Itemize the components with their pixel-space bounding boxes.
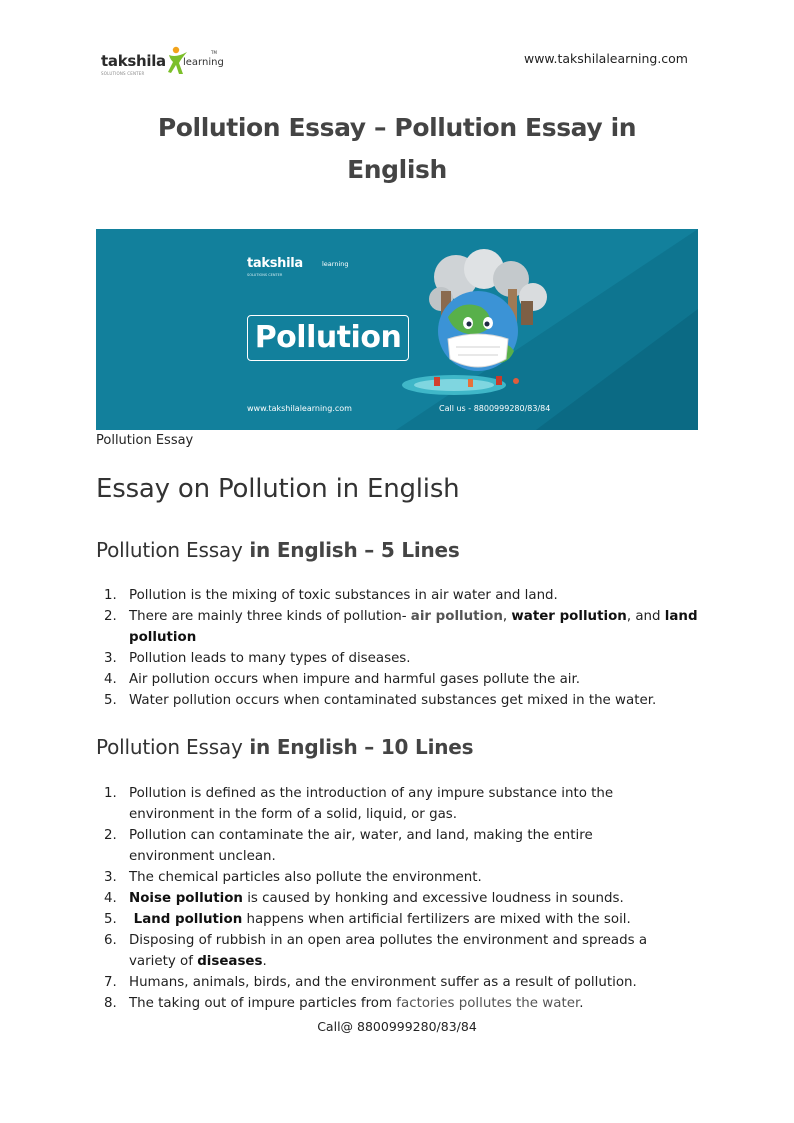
water-pollution-bold: water pollution (511, 609, 627, 624)
list-number: 6. (104, 933, 117, 948)
list-item (96, 993, 700, 1014)
list-text: Disposing of rubbish in an open area pollutes the environment and spreads a (129, 933, 648, 948)
list-text: Pollution is the mixing of toxic substances in air water and land. (129, 588, 558, 603)
list-number: 8. (104, 996, 117, 1011)
list-number: 2. (104, 828, 117, 843)
logo-text: takshila (101, 52, 166, 70)
list-text: The taking out of impure particles from (129, 996, 397, 1011)
banner-title-box (247, 315, 409, 361)
list-number: 3. (104, 651, 117, 666)
title-line-2: English (347, 155, 447, 184)
list-text: Water pollution occurs when contaminated substances get mixed in the water. (129, 693, 657, 708)
list-item (96, 648, 700, 669)
list-item (96, 888, 700, 909)
list-text: Humans, animals, birds, and the environment suffer as a result of pollution. (129, 975, 637, 990)
banner-call: Call us - 8800999280/83/84 (439, 404, 551, 413)
list-item (96, 867, 700, 888)
banner-logo-tagline: SOLUTIONS CENTER (247, 273, 283, 277)
list-number: 1. (104, 786, 117, 801)
page-title (120, 107, 674, 191)
list-text: . (262, 954, 267, 969)
list-item (96, 690, 700, 711)
list-item (96, 972, 700, 993)
list-number: 2. (104, 609, 117, 624)
logo-learning-text: learning (183, 57, 224, 68)
air-pollution-link[interactable]: air pollution (410, 609, 503, 624)
list-item (96, 930, 700, 972)
title-line-1: Pollution Essay – Pollution Essay in (157, 113, 637, 142)
noise-pollution-bold: Noise pollution (129, 891, 243, 906)
list-number: 5. (104, 693, 117, 708)
site-url[interactable]: www.takshilalearning.com (523, 51, 688, 66)
banner-logo-text: takshila (247, 256, 303, 271)
list-item (96, 585, 700, 606)
section-heading-bold: in English – 10 Lines (242, 735, 474, 759)
pollution-banner-image (96, 229, 698, 430)
list-text: There are mainly three kinds of pollution- (129, 609, 411, 624)
section-heading-bold: in English – 5 Lines (242, 538, 460, 562)
list-item (96, 825, 700, 867)
list-text: The chemical particles also pollute the environment. (129, 870, 482, 885)
land-pollution-bold: Land pollution (129, 912, 243, 927)
land-bold: land (664, 609, 698, 624)
list-number: 4. (104, 891, 117, 906)
list-number: 4. (104, 672, 117, 687)
logo-tm: TM (211, 50, 217, 55)
takshila-logo[interactable] (101, 46, 224, 82)
list-item (96, 669, 700, 690)
factories-link[interactable]: factories pollutes the water (396, 996, 580, 1011)
list-item (96, 606, 700, 648)
list-text: , and (626, 609, 665, 624)
list-text: is caused by honking and excessive loudness in sounds. (242, 891, 624, 906)
list-item (96, 783, 700, 825)
banner-title: Pollution (254, 320, 402, 355)
diseases-bold: diseases (197, 954, 263, 969)
banner-logo-learning: learning (322, 260, 349, 268)
list-item (96, 909, 700, 930)
logo-tagline: SOLUTIONS CENTER (101, 71, 145, 76)
list-number: 5. (104, 912, 117, 927)
list-text: Pollution can contaminate the air, water, and land, making the entire (129, 828, 593, 843)
list-text: Pollution leads to many types of diseases. (129, 651, 411, 666)
list-text: , (502, 609, 512, 624)
section-heading-light: Pollution Essay (96, 538, 243, 562)
list-number: 3. (104, 870, 117, 885)
ten-lines-list (96, 783, 700, 1014)
list-text: . (579, 996, 584, 1011)
list-text: Air pollution occurs when impure and harmful gases pollute the air. (129, 672, 581, 687)
section-heading-light: Pollution Essay (96, 735, 243, 759)
list-text: happens when artificial fertilizers are mixed with the soil. (242, 912, 631, 927)
list-text: Pollution is defined as the introduction of any impure substance into the (129, 786, 614, 801)
image-caption: Pollution Essay (96, 433, 194, 448)
five-lines-list (96, 585, 700, 711)
list-text: environment in the form of a solid, liquid, or gas. (129, 807, 458, 822)
section-heading-10-lines (96, 735, 473, 759)
footer-contact: Call@ 8800999280/83/84 (317, 1019, 477, 1034)
list-text: environment unclean. (129, 849, 276, 864)
list-number: 1. (104, 588, 117, 603)
banner-url: www.takshilalearning.com (247, 404, 352, 413)
essay-heading: Essay on Pollution in English (96, 474, 460, 504)
list-text: variety of (129, 954, 198, 969)
pollution-bold: pollution (129, 630, 197, 645)
list-number: 7. (104, 975, 117, 990)
section-heading-5-lines (96, 538, 460, 562)
